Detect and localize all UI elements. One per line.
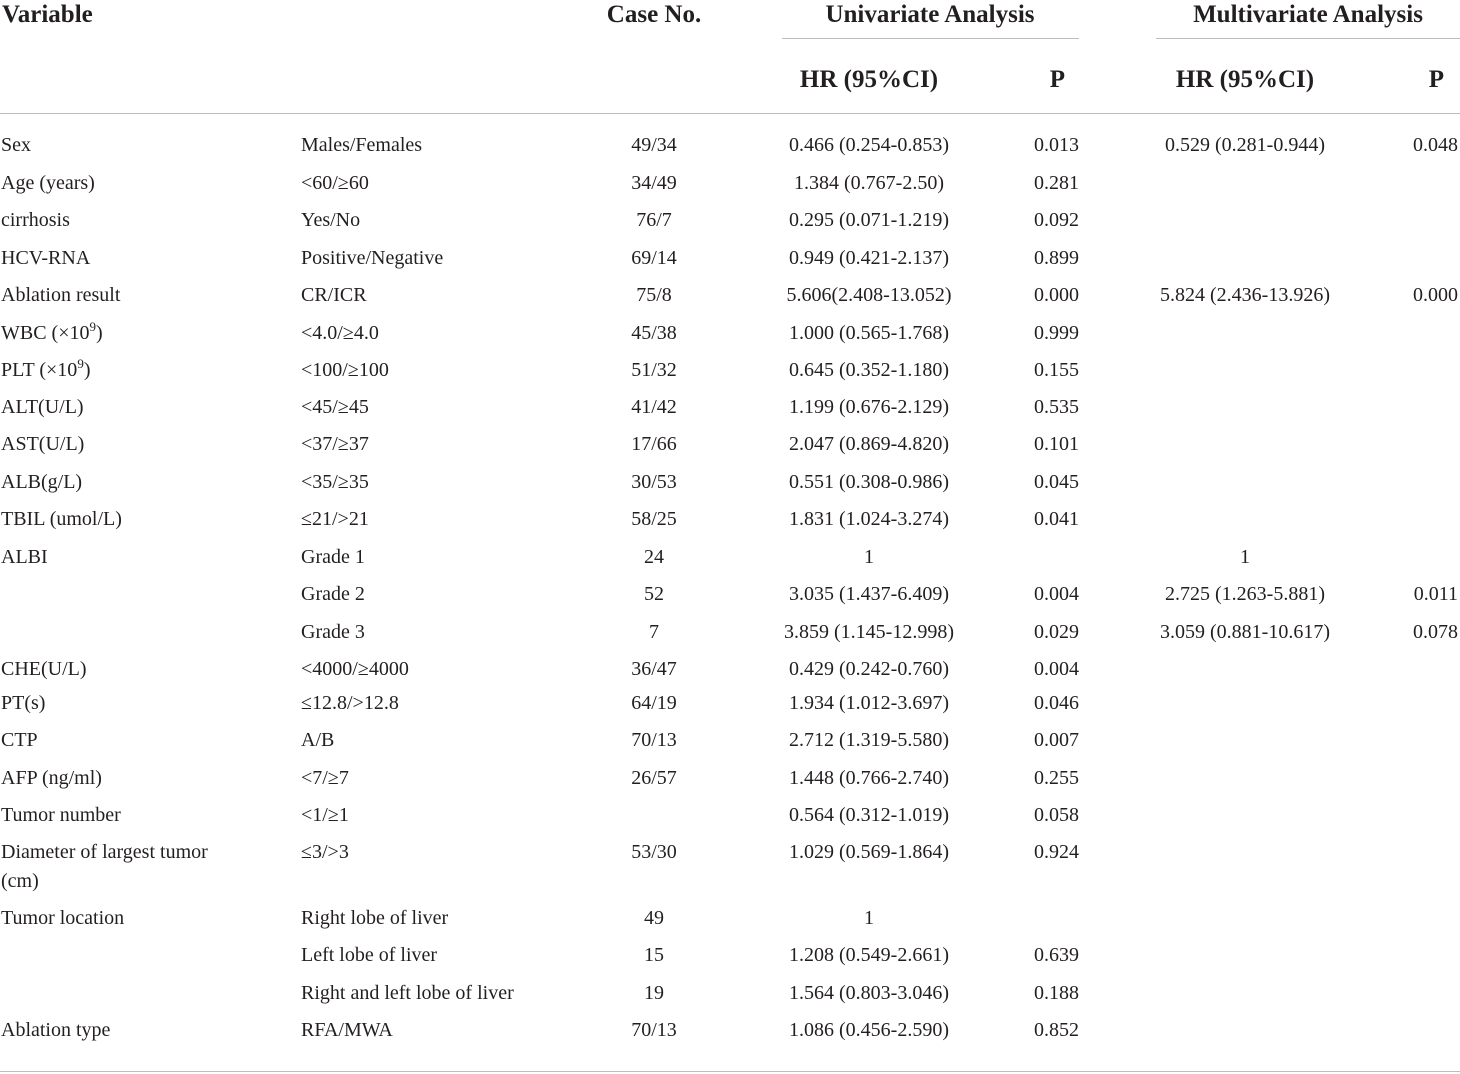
category-cell: Grade 3: [301, 621, 365, 643]
univariate-underline: [782, 38, 1079, 39]
case-no-cell: 45/38: [631, 322, 677, 344]
header-hr-univariate: HR (95%CI): [799, 66, 939, 93]
category-cell: <7/≥7: [301, 767, 349, 789]
header-variable: Variable: [2, 1, 93, 28]
univariate-p-cell: 0.000: [1034, 284, 1079, 306]
univariate-hr-cell: 1.000 (0.565-1.768): [789, 322, 949, 344]
multivariate-p-cell: 0.011: [1413, 583, 1458, 605]
variable-cell: AST(U/L): [1, 433, 85, 455]
univariate-hr-cell: 1: [864, 546, 874, 568]
univariate-hr-cell: 0.295 (0.071-1.219): [789, 209, 949, 231]
category-cell: RFA/MWA: [301, 1019, 393, 1041]
variable-cell: Ablation result: [1, 284, 121, 306]
variable-cell: Age (years): [1, 172, 95, 194]
univariate-p-cell: 0.155: [1034, 359, 1079, 381]
multivariate-hr-cell: 2.725 (1.263-5.881): [1165, 583, 1325, 605]
univariate-hr-cell: 2.047 (0.869-4.820): [789, 433, 949, 455]
category-cell: <60/≥60: [301, 172, 369, 194]
variable-cell: ALB(g/L): [1, 471, 83, 493]
case-no-cell: 69/14: [631, 247, 677, 269]
case-no-cell: 36/47: [631, 658, 677, 680]
univariate-hr-cell: 2.712 (1.319-5.580): [789, 729, 949, 751]
multivariate-underline: [1156, 38, 1460, 39]
category-cell: Grade 1: [301, 546, 365, 568]
case-no-cell: 70/13: [631, 729, 677, 751]
variable-cell: Tumor number: [1, 804, 121, 826]
variable-cell: AFP (ng/ml): [1, 767, 102, 789]
univariate-hr-cell: 3.859 (1.145-12.998): [784, 621, 954, 643]
category-cell: Left lobe of liver: [301, 944, 438, 966]
univariate-p-cell: 0.041: [1034, 508, 1079, 530]
category-cell: <100/≥100: [301, 359, 389, 381]
univariate-p-cell: 0.852: [1034, 1019, 1079, 1041]
variable-cell: CHE(U/L): [1, 658, 87, 680]
univariate-p-cell: 0.004: [1034, 583, 1079, 605]
variable-cell: TBIL (umol/L): [1, 508, 122, 530]
univariate-p-cell: 0.058: [1034, 804, 1079, 826]
univariate-p-cell: 0.046: [1034, 692, 1079, 714]
variable-cell: ALT(U/L): [1, 396, 84, 418]
variable-cell: PT(s): [1, 692, 46, 714]
univariate-hr-cell: 1.086 (0.456-2.590): [789, 1019, 949, 1041]
header-p-multivariate: P: [1428, 66, 1444, 93]
case-no-cell: 26/57: [631, 767, 677, 789]
category-cell: Grade 2: [301, 583, 365, 605]
univariate-hr-cell: 0.466 (0.254-0.853): [789, 134, 949, 156]
case-no-cell: 7: [649, 621, 659, 643]
univariate-p-cell: 0.188: [1034, 982, 1079, 1004]
univariate-hr-cell: 1.029 (0.569-1.864): [789, 841, 949, 863]
variable-cell: WBC $(\times 10^9)$: [1, 319, 103, 344]
univariate-hr-cell: 1.831 (1.024-3.274): [789, 508, 949, 530]
multivariate-p-cell: 0.000: [1413, 284, 1458, 306]
univariate-hr-cell: 1.448 (0.766-2.740): [789, 767, 949, 789]
category-cell: Males/Females: [301, 134, 423, 156]
variable-cell: CTP: [1, 729, 38, 751]
univariate-hr-cell: 0.645 (0.352-1.180): [789, 359, 949, 381]
univariate-p-cell: 0.281: [1034, 172, 1079, 194]
case-no-cell: 17/66: [631, 433, 677, 455]
header-case-no: Case No.: [606, 1, 702, 28]
univariate-hr-cell: 0.429 (0.242-0.760): [789, 658, 949, 680]
case-no-cell: 49: [644, 907, 664, 929]
variable-cell: cirrhosis: [1, 209, 70, 231]
multivariate-hr-cell: 0.529 (0.281-0.944): [1165, 134, 1325, 156]
univariate-hr-cell: 1.934 (1.012-3.697): [789, 692, 949, 714]
univariate-hr-cell: 1.564 (0.803-3.046): [789, 982, 949, 1004]
category-cell: A/B: [301, 729, 335, 751]
case-no-cell: 52: [644, 583, 664, 605]
header-univariate: Univariate Analysis: [825, 1, 1035, 28]
multivariate-hr-cell: 1: [1240, 546, 1250, 568]
case-no-cell: 15: [644, 944, 664, 966]
variable-cell: Sex: [1, 134, 31, 156]
univariate-hr-cell: 1.199 (0.676-2.129): [789, 396, 949, 418]
case-no-cell: 64/19: [631, 692, 677, 714]
case-no-cell: 49/34: [631, 134, 677, 156]
univariate-p-cell: 0.013: [1034, 134, 1079, 156]
header-multivariate: Multivariate Analysis: [1193, 1, 1423, 28]
category-cell: <4000/≥4000: [301, 658, 409, 680]
case-no-cell: 70/13: [631, 1019, 677, 1041]
variable-cell: HCV-RNA: [1, 247, 91, 269]
category-cell: ≤12.8/>12.8: [301, 692, 399, 714]
univariate-hr-cell: 3.035 (1.437-6.409): [789, 583, 949, 605]
case-no-cell: 75/8: [636, 284, 672, 306]
univariate-p-cell: 0.899: [1034, 247, 1079, 269]
univariate-p-cell: 0.639: [1034, 944, 1079, 966]
header-divider: [0, 113, 1460, 114]
category-cell: <35/≥35: [301, 471, 369, 493]
univariate-hr-cell: 0.551 (0.308-0.986): [789, 471, 949, 493]
category-cell: ≤3/>3: [301, 841, 349, 863]
category-cell: <4.0/≥4.0: [301, 322, 379, 344]
univariate-p-cell: 0.101: [1034, 433, 1079, 455]
case-no-cell: 76/7: [636, 209, 672, 231]
univariate-hr-cell: 1: [864, 907, 874, 929]
case-no-cell: 19: [644, 982, 664, 1004]
variable-cell: Tumor location: [1, 907, 125, 929]
bottom-rule: [0, 1071, 1460, 1072]
category-cell: Yes/No: [301, 209, 361, 231]
category-cell: Right lobe of liver: [301, 907, 449, 929]
case-no-cell: 30/53: [631, 471, 677, 493]
category-cell: Positive/Negative: [301, 247, 444, 269]
case-no-cell: 51/32: [631, 359, 677, 381]
multivariate-hr-cell: 5.824 (2.436-13.926): [1160, 284, 1330, 306]
univariate-p-cell: 0.535: [1034, 396, 1079, 418]
case-no-cell: 53/30: [631, 841, 677, 863]
multivariate-p-cell: 0.078: [1413, 621, 1458, 643]
category-cell: <45/≥45: [301, 396, 369, 418]
header-p-univariate: P: [1049, 66, 1065, 93]
category-cell: ≤21/>21: [301, 508, 369, 530]
case-no-cell: 34/49: [631, 172, 677, 194]
univariate-p-cell: 0.004: [1034, 658, 1079, 680]
multivariate-hr-cell: 3.059 (0.881-10.617): [1160, 621, 1330, 643]
category-cell: CR/ICR: [301, 284, 367, 306]
univariate-hr-cell: 0.564 (0.312-1.019): [789, 804, 949, 826]
header-hr-multivariate: HR (95%CI): [1175, 66, 1315, 93]
variable-cell: Diameter of largest tumor: [1, 841, 208, 863]
multivariate-p-cell: 0.048: [1413, 134, 1458, 156]
univariate-p-cell: 0.999: [1034, 322, 1079, 344]
variable-cell: PLT $(\times 10^9)$: [1, 356, 91, 381]
case-no-cell: 24: [644, 546, 664, 568]
category-cell: <1/≥1: [301, 804, 349, 826]
univariate-hr-cell: 0.949 (0.421-2.137): [789, 247, 949, 269]
univariate-hr-cell: 5.606(2.408-13.052): [786, 284, 952, 306]
univariate-p-cell: 0.029: [1034, 621, 1079, 643]
univariate-p-cell: 0.092: [1034, 209, 1079, 231]
univariate-p-cell: 0.255: [1034, 767, 1079, 789]
variable-cell-line2: (cm): [1, 870, 39, 892]
category-cell: Right and left lobe of liver: [301, 982, 514, 1004]
case-no-cell: 58/25: [631, 508, 677, 530]
univariate-p-cell: 0.924: [1034, 841, 1079, 863]
case-no-cell: 41/42: [631, 396, 677, 418]
category-cell: <37/≥37: [301, 433, 369, 455]
univariate-p-cell: 0.007: [1034, 729, 1079, 751]
univariate-hr-cell: 1.384 (0.767-2.50): [794, 172, 944, 194]
variable-cell: Ablation type: [1, 1019, 111, 1041]
variable-cell: ALBI: [1, 546, 48, 568]
univariate-hr-cell: 1.208 (0.549-2.661): [789, 944, 949, 966]
univariate-p-cell: 0.045: [1034, 471, 1079, 493]
